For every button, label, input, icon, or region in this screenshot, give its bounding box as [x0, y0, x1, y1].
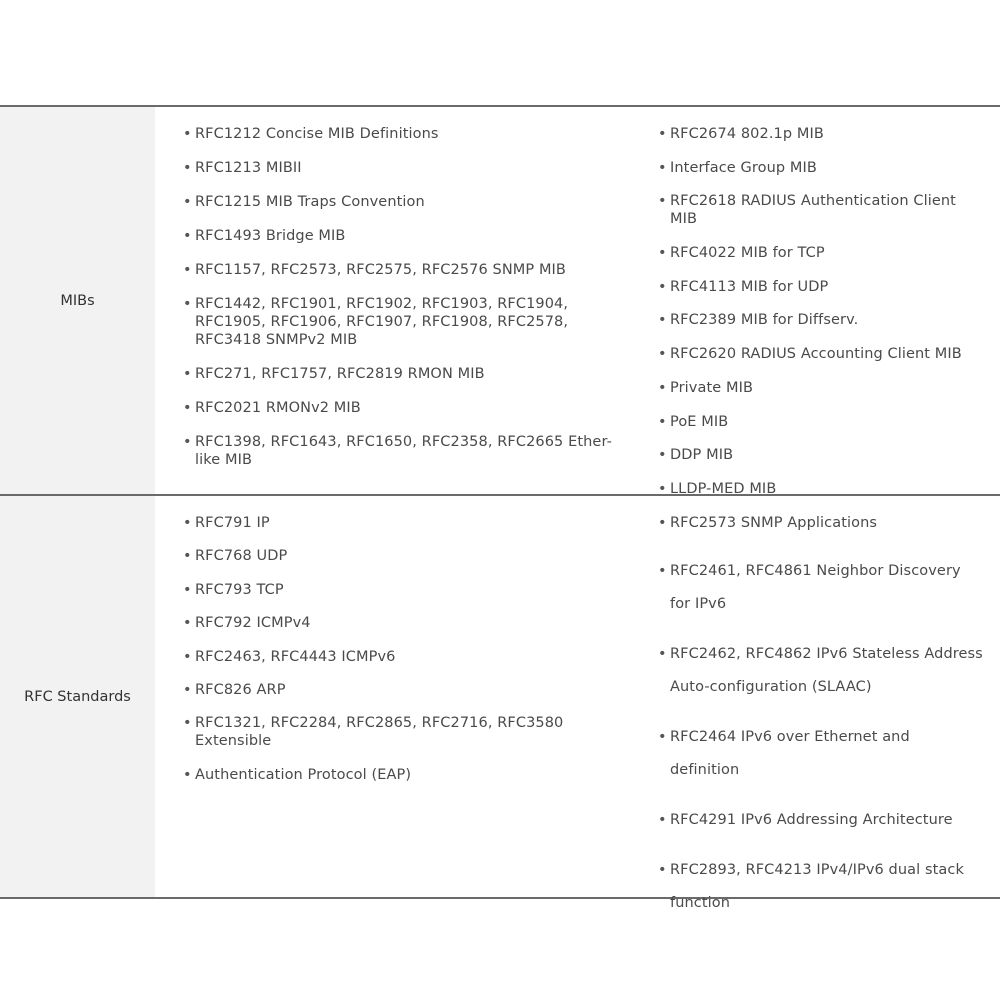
list-item: • RFC4022 MIB for TCP [658, 244, 983, 262]
list-item: • RFC1321, RFC2284, RFC2865, RFC2716, RFC3580 Extensible [183, 714, 585, 750]
list-item: • RFC1157, RFC2573, RFC2575, RFC2576 SNMP MIB [183, 261, 623, 279]
list-item: • RFC1212 Concise MIB Definitions [183, 125, 623, 143]
list-item: • PoE MIB [658, 413, 983, 431]
section-mibs [0, 105, 1000, 497]
list-item: • RFC2463, RFC4443 ICMPv6 [183, 648, 623, 666]
mibs-list-right [658, 125, 983, 514]
list-item: • RFC2389 MIB for Diffserv. [658, 311, 983, 329]
list-item: • RFC1442, RFC1901, RFC1902, RFC1903, RFC1904, RFC1905, RFC1906, RFC1907, RFC1908, RFC2578, RFC3418 SNMPv2 MIB [183, 295, 575, 349]
list-item: • RFC793 TCP [183, 581, 623, 599]
list-item: • RFC2462, RFC4862 IPv6 Stateless Address Auto-configuration (SLAAC) [658, 638, 983, 704]
list-item: • RFC826 ARP [183, 681, 623, 699]
list-item: • RFC792 ICMPv4 [183, 614, 623, 632]
list-item: • RFC1493 Bridge MIB [183, 227, 623, 245]
list-item: • RFC1213 MIBII [183, 159, 623, 177]
list-item: • RFC2618 RADIUS Authentication Client MIB [658, 192, 983, 228]
list-item: • Interface Group MIB [658, 159, 983, 177]
list-item: • RFC2893, RFC4213 IPv4/IPv6 dual stack function [658, 854, 983, 920]
list-item: • RFC4291 IPv6 Addressing Architecture [658, 804, 983, 837]
list-item: • RFC768 UDP [183, 547, 623, 565]
list-item: • RFC791 IP [183, 514, 623, 532]
list-item: • RFC2620 RADIUS Accounting Client MIB [658, 345, 983, 363]
mibs-list-left [183, 125, 623, 485]
list-item: • LLDP-MED MIB [658, 480, 983, 498]
section-rfc-standards [0, 494, 1000, 911]
list-item: • RFC2674 802.1p MIB [658, 125, 983, 143]
list-item: • RFC2573 SNMP Applications [658, 514, 983, 532]
list-item: • Private MIB [658, 379, 983, 397]
rfc-list-right [658, 514, 983, 937]
list-item: • RFC4113 MIB for UDP [658, 278, 983, 296]
spec-table [0, 105, 1000, 911]
list-item: • RFC2461, RFC4861 Neighbor Discovery for IPv6 [658, 555, 983, 621]
list-item: • RFC271, RFC1757, RFC2819 RMON MIB [183, 365, 623, 383]
section-label-rfc-standards: RFC Standards [0, 496, 155, 897]
rfc-list-left [183, 514, 623, 799]
list-item: • RFC1398, RFC1643, RFC1650, RFC2358, RFC2665 Ether-like MIB [183, 433, 620, 469]
list-item: • DDP MIB [658, 446, 983, 464]
section-label-mibs: MIBs [0, 107, 155, 494]
list-item: • Authentication Protocol (EAP) [183, 766, 623, 784]
list-item: • RFC2464 IPv6 over Ethernet and definition [658, 721, 983, 787]
list-item: • RFC2021 RMONv2 MIB [183, 399, 623, 417]
list-item: • RFC1215 MIB Traps Convention [183, 193, 623, 211]
